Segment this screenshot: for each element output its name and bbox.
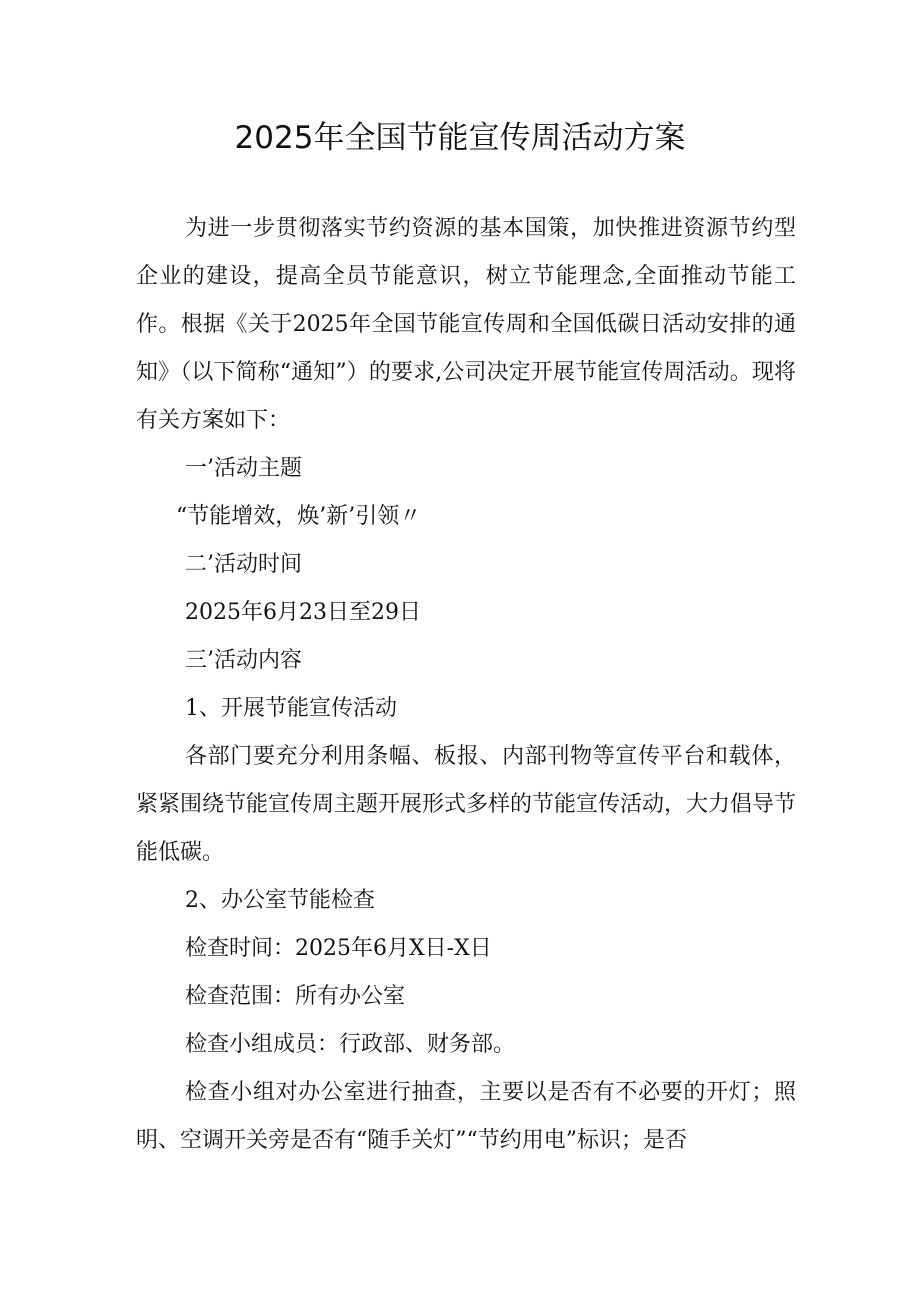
item-1-paragraph: 各部门要充分利用条幅、板报、内部刊物等宣传平台和载体，紧紧围绕节能宣传周主题开展形式多样的节能宣传活动，大力倡导节能低碳。 [136, 744, 797, 865]
activity-dates: 2025年6月23日至29日 [185, 600, 421, 625]
document-title: 2025年全国节能宣传周活动方案 [234, 120, 686, 156]
document-body [136, 205, 796, 1165]
item-2-paragraph: 检查小组对办公室进行抽查，主要以是否有不必要的开灯；照明、空调开关旁是否有“随手关灯”“节约用电”标识；是否 [136, 1080, 796, 1153]
inspection-time: 检查时间：2025年6月X日-X日 [185, 936, 492, 961]
inspection-scope: 检查范围：所有办公室 [185, 984, 406, 1009]
section-1-heading: 一’活动主题 [185, 456, 302, 481]
section-3-heading: 三’活动内容 [185, 648, 302, 673]
inspection-members: 检查小组成员：行政部、财务部。 [185, 1032, 516, 1057]
intro-paragraph: 为进一步贯彻落实节约资源的基本国策，加快推进资源节约型企业的建设，提高全员节能意识，树立节能理念,全面推动节能工作。根据《关于2025年全国节能宣传周和全国低碳日活动安排的通知》（以下简称“通知”）的要求,公司决定开展节能宣传周活动。现将有关方案如下： [136, 216, 796, 433]
item-2-heading: 2、办公室节能检查 [185, 888, 375, 913]
section-2-heading: 二’活动时间 [185, 552, 302, 577]
item-1-heading: 1、开展节能宣传活动 [185, 696, 397, 721]
activity-theme: “节能增效，焕’新’引领〃 [176, 504, 422, 529]
